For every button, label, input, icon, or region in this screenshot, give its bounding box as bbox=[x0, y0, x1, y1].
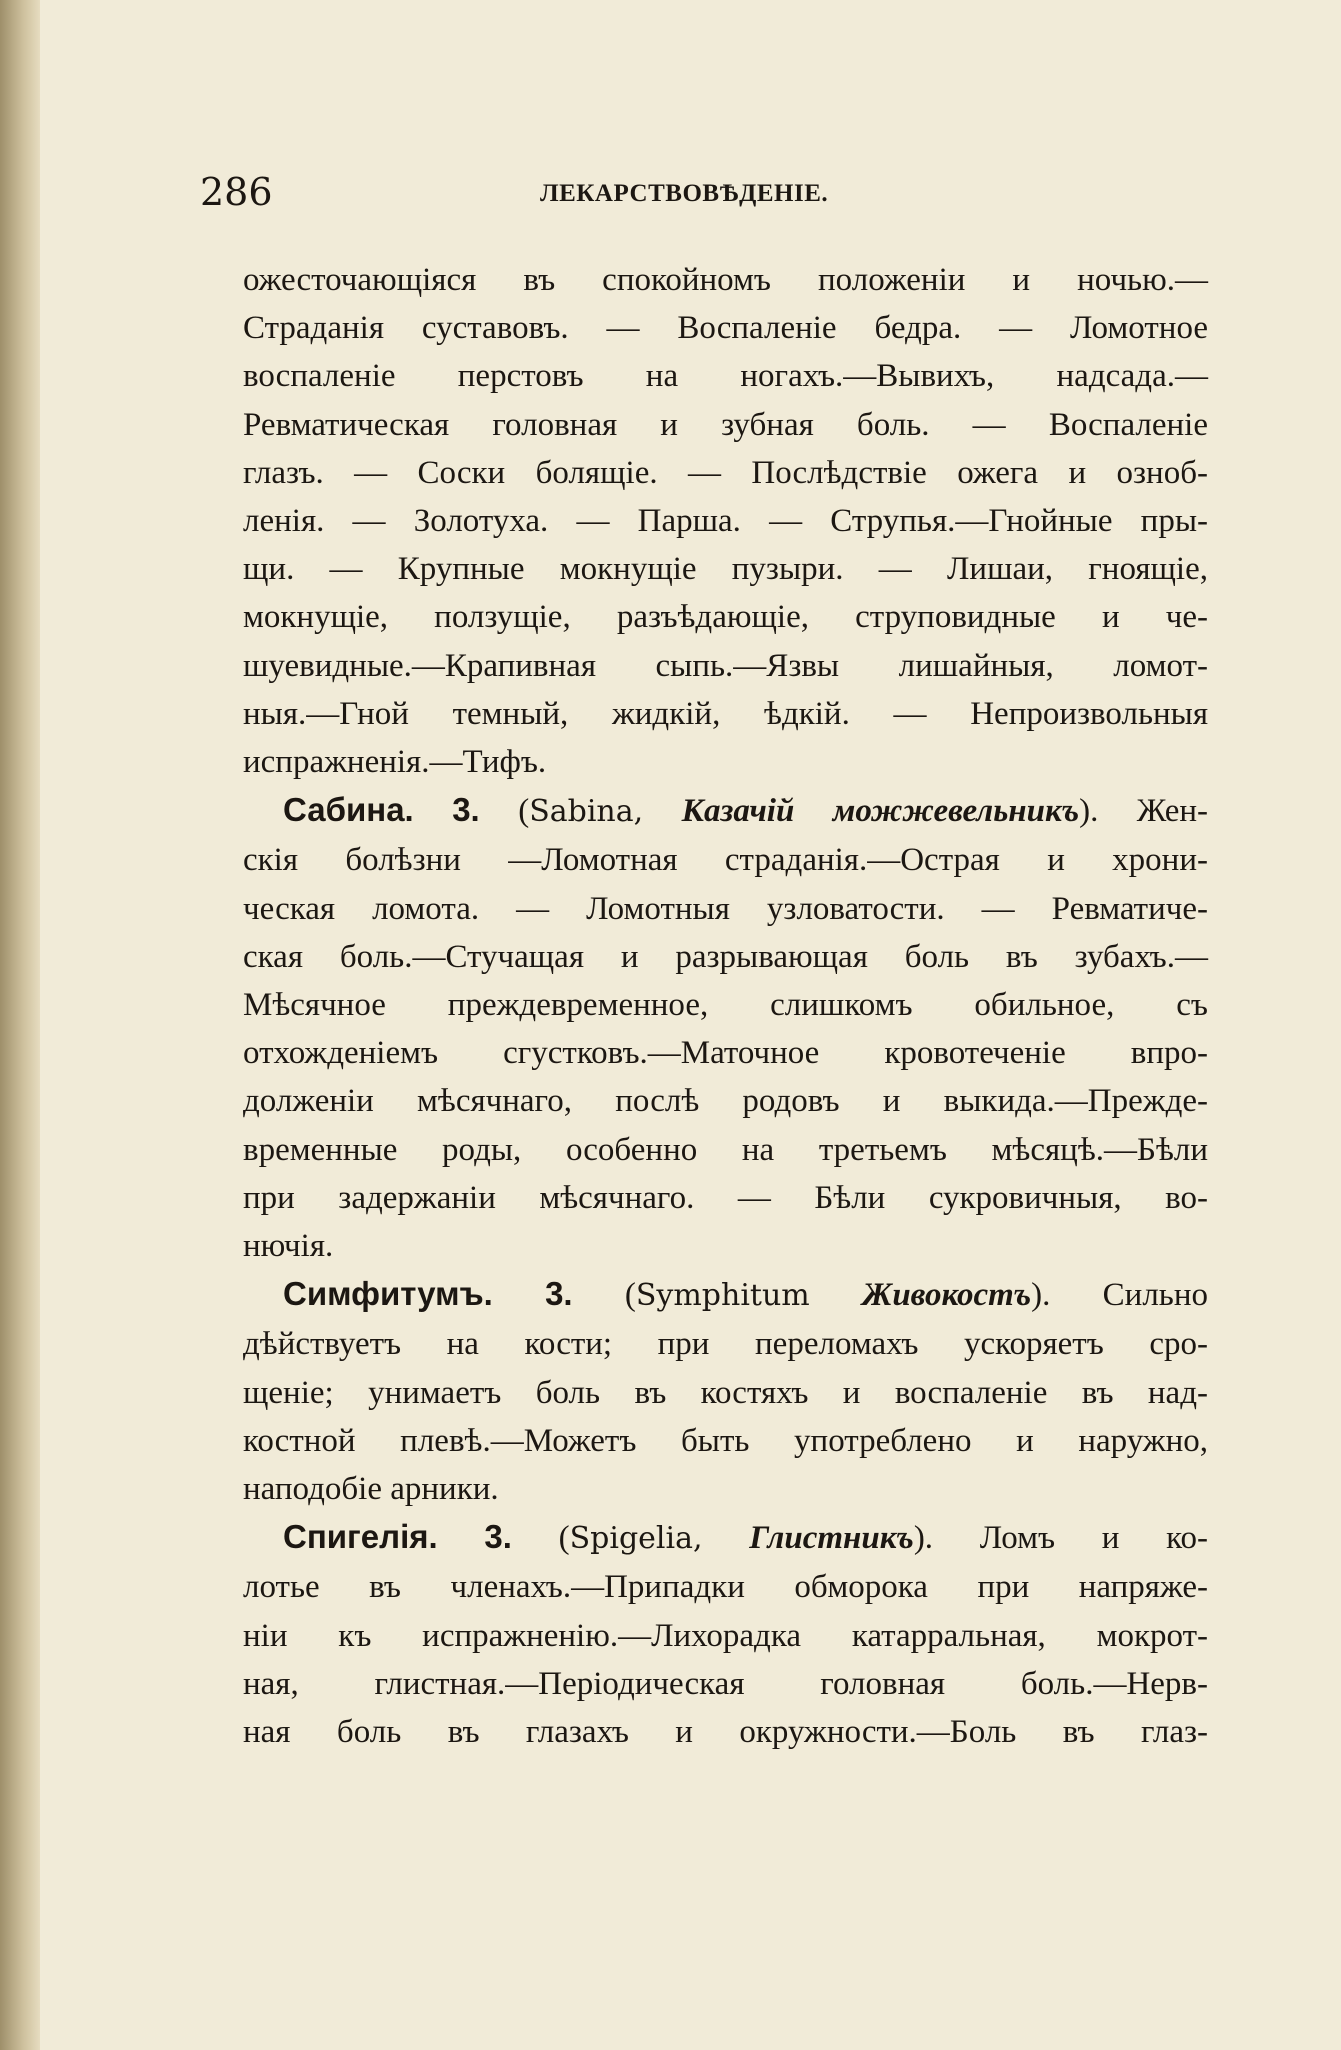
text-line: наподобіе арники. bbox=[243, 1471, 499, 1508]
entry-russian-name: Казачій можжевельникъ bbox=[681, 793, 1080, 830]
text-line: долженіи мѣсячнаго, послѣ родовъ и выкида.—Прежде- bbox=[243, 1083, 1208, 1120]
text-line: мокнущіе, ползущіе, разъѣдающіе, струповидные и че- bbox=[243, 599, 1208, 636]
text-line: Ревматическая головная и зубная боль. — Воспаленіе bbox=[243, 406, 1208, 443]
text-line: шуевидные.—Крапивная сыпь.—Язвы лишайныя, ломот- bbox=[243, 647, 1208, 684]
text-line: воспаленіе перстовъ на ногахъ.—Вывихъ, надсада.— bbox=[243, 358, 1208, 395]
text-line: лотье въ членахъ.—Припадки обморока при напряже- bbox=[243, 1569, 1208, 1606]
text-line: испражненія.—Тифъ. bbox=[243, 744, 547, 781]
text-line: дѣйствуетъ на кости; при переломахъ ускоряетъ сро- bbox=[243, 1326, 1208, 1363]
entry-headword: Сабина. bbox=[283, 791, 414, 829]
entry-first-line: Симфитумъ. 3. (Symphitum Живокостъ). Сильно bbox=[283, 1275, 1209, 1314]
entry-spigelia bbox=[243, 1513, 1208, 1756]
entry-latin-name: Sabina, bbox=[529, 794, 644, 830]
text-line: ческая ломота. — Ломотныя узловатости. — Ревматиче- bbox=[243, 890, 1208, 927]
entry-grade: 3. bbox=[452, 791, 480, 829]
entry-first-line-rest: ). Сильно bbox=[1031, 1277, 1209, 1314]
text-line: Страданія суставовъ. — Воспаленіе бедра. — Ломотное bbox=[243, 310, 1208, 347]
entry-sabina bbox=[243, 786, 1208, 1270]
text-line: ская боль.—Стучащая и разрывающая боль въ зубахъ.— bbox=[243, 938, 1208, 975]
book-spine-edge bbox=[0, 0, 40, 2050]
text-line: нючія. bbox=[243, 1228, 334, 1265]
text-line: глазъ. — Соски болящіе. — Послѣдствіе ожега и озноб- bbox=[243, 454, 1208, 491]
text-line: костной плевѣ.—Можетъ быть употреблено и наружно, bbox=[243, 1422, 1208, 1459]
text-line: при задержаніи мѣсячнаго. — Бѣли сукровичныя, во- bbox=[243, 1179, 1208, 1216]
entry-headword: Симфитумъ. bbox=[283, 1275, 493, 1313]
paragraph-continuation bbox=[243, 256, 1208, 786]
entry-symphitum bbox=[243, 1270, 1208, 1513]
text-line: временные роды, особенно на третьемъ мѣсяцѣ.—Бѣли bbox=[243, 1131, 1208, 1168]
text-line: щеніе; унимаетъ боль въ костяхъ и воспаленіе въ над- bbox=[243, 1374, 1208, 1411]
entry-russian-name: Глистникъ bbox=[749, 1520, 914, 1557]
entry-grade: 3. bbox=[484, 1518, 512, 1556]
entry-first-line-rest: ). Жен- bbox=[1079, 793, 1208, 830]
entry-latin-name: Symphitum bbox=[635, 1278, 810, 1314]
text-line: ная, глистная.—Періодическая головная боль.—Нерв- bbox=[243, 1665, 1208, 1702]
text-line: отхожденіемъ сгустковъ.—Маточное кровотеченіе впро- bbox=[243, 1035, 1208, 1072]
entry-russian-name: Живокостъ bbox=[862, 1277, 1032, 1314]
text-line: скія болѣзни —Ломотная страданія.—Острая и хрони- bbox=[243, 842, 1208, 879]
text-line: ныя.—Гной темный, жидкій, ѣдкій. — Непроизвольныя bbox=[243, 695, 1208, 732]
running-title: ЛЕКАРСТВОВѢДЕНІЕ. bbox=[540, 180, 829, 207]
text-line: щи. — Крупные мокнущіе пузыри. — Лишаи, гноящіе, bbox=[243, 551, 1208, 588]
text-line: Мѣсячное преждевременное, слишкомъ обильное, съ bbox=[243, 987, 1208, 1024]
entry-first-line: Спигелія. 3. (Spigelia, Глистникъ). Ломъ и ко- bbox=[283, 1518, 1208, 1557]
text-line: ожесточающіяся въ спокойномъ положеніи и ночью.— bbox=[243, 262, 1208, 298]
page-header bbox=[200, 170, 1200, 230]
entry-first-line-rest: ). Ломъ и ко- bbox=[913, 1520, 1208, 1557]
body-text bbox=[243, 256, 1208, 1756]
entry-first-line: Сабина. 3. (Sabina, Казачій можжевельникъ). Жен- bbox=[283, 791, 1208, 830]
entry-latin-name: Spigelia, bbox=[569, 1521, 703, 1557]
text-line: ленія. — Золотуха. — Парша. — Струпья.—Гнойные пры- bbox=[243, 503, 1208, 540]
page-number: 286 bbox=[200, 170, 273, 214]
entry-headword: Спигелія. bbox=[283, 1518, 438, 1556]
text-line: ная боль въ глазахъ и окружности.—Боль въ глаз- bbox=[243, 1714, 1208, 1751]
entry-grade: 3. bbox=[545, 1275, 573, 1313]
text-line: ніи къ испражненію.—Лихорадка катарральная, мокрот- bbox=[243, 1617, 1208, 1654]
